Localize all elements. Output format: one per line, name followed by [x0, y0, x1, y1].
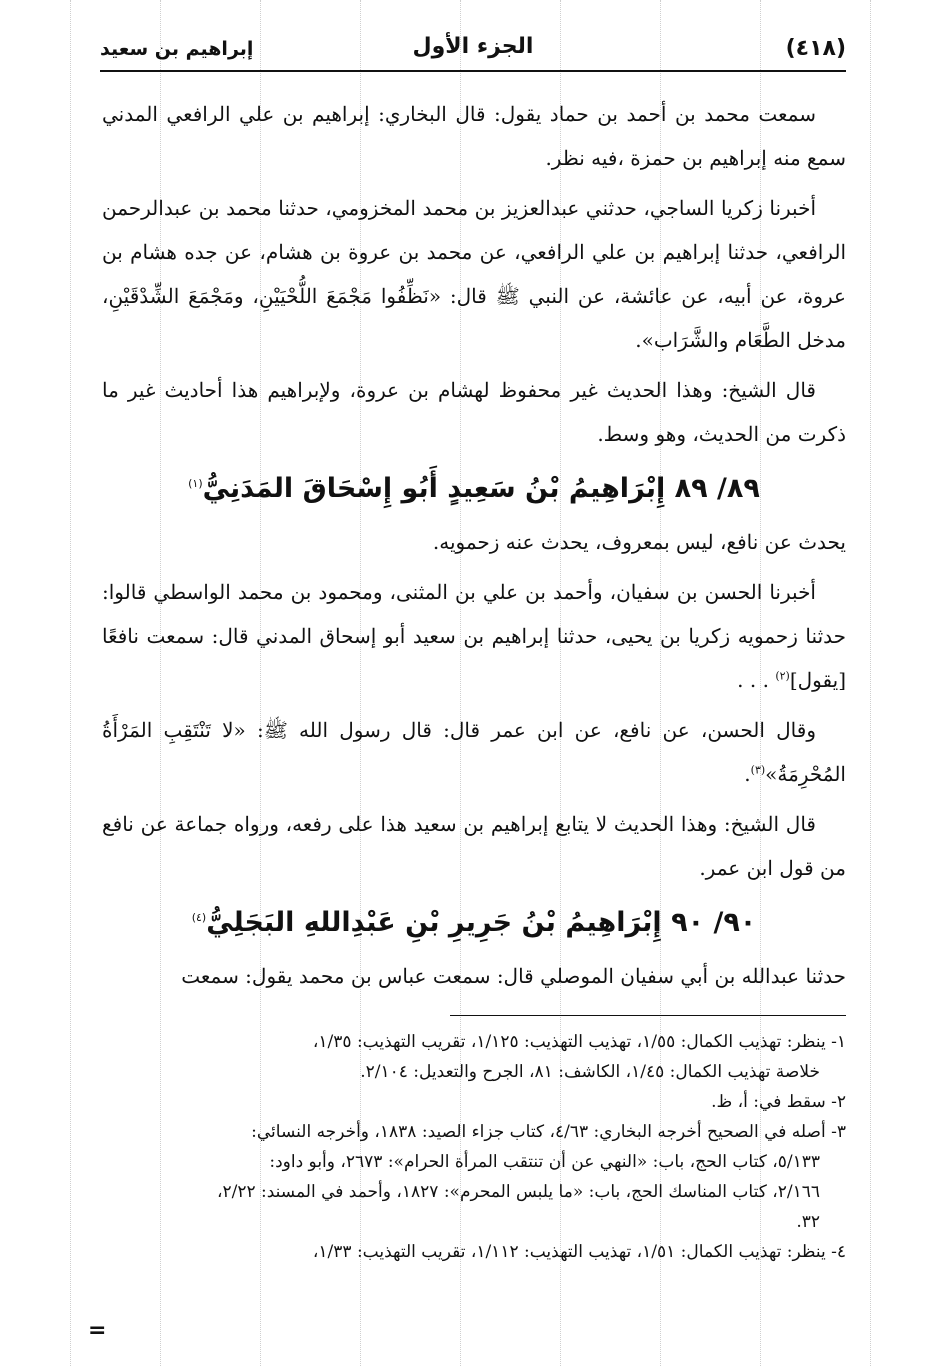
footnotes [98, 1027, 846, 1267]
grid-line [870, 0, 871, 1366]
heading-text: ٨٩/ ٨٩ إِبْرَاهِيمُ بْنُ سَعِيدٍ أَبُو إِسْحَاقَ المَدَنِيُّ [202, 473, 760, 504]
paragraph: سمعت محمد بن أحمد بن حماد يقول: قال البخاري: إبراهيم بن علي الرافعي المدني سمع منه إبراهيم بن حمزة ،فيه نظر. [102, 102, 846, 170]
footnote-ref: (٤) [191, 911, 207, 924]
header-rule [100, 70, 846, 72]
footnote: ٢- سقط في: أ، ظ. [711, 1092, 846, 1112]
footnote-line: خلاصة تهذيب الكمال: ١/٤٥، الكاشف: ٨١، الجرح والتعديل: ٢/١٠٤. [360, 1062, 820, 1082]
footnote-line: ٣٢. [796, 1212, 820, 1232]
paragraph-text: أخبرنا الحسن بن سفيان، وأحمد بن علي بن المثنى، ومحمود بن محمد الواسطي قالوا: حدثنا زحمويه زكريا بن يحيى، حدثنا إبراهيم بن سعيد أبو إسحاق المدني قال: سمعت نافعًا [يقول] [102, 580, 846, 692]
period: . [744, 762, 751, 786]
footnote [98, 1027, 846, 1087]
page-number: (٤١٨) [785, 36, 846, 61]
footnote-ref: (١) [188, 477, 203, 490]
paragraph: حدثنا عبدالله بن أبي سفيان الموصلي قال: سمعت عباس بن محمد يقول: سمعت [181, 964, 846, 988]
paragraph: أخبرنا زكريا الساجي، حدثني عبدالعزيز بن محمد المخزومي، حدثنا محمد بن عبدالرحمن الرافعي، حدثنا إبراهيم بن علي الرافعي، عن محمد بن عروة بن هشام، عن جده هشام بن عروة، عن أبيه، عن عائشة، عن النبي ﷺ قال: «نَظِّفُوا مَجْمَعَ اللُّحْيَيْنِ، ومَجْمَعَ الشِّدْقَيْنِ، مدخل الطَّعَام والشَّرَاب». [102, 196, 846, 352]
paragraph-text: وقال الحسن، عن نافع، عن ابن عمر قال: قال رسول الله ﷺ: «لا تَنْتَقِبِ المَرْأَةُ المُحْرِمَةُ» [102, 718, 846, 786]
grid-line [70, 0, 71, 1366]
paragraph: يحدث عن نافع، ليس بمعروف، يحدث عنه زحمويه. [432, 530, 846, 554]
paragraph [102, 708, 846, 796]
paragraph [102, 570, 846, 702]
footnote-ref: (٣) [750, 763, 766, 777]
footnote-line: ٣- أصله في الصحيح أخرجه البخاري: ٤/٦٣، كتاب جزاء الصيد: ١٨٣٨، وأخرجه النسائي: [251, 1122, 846, 1142]
entry-name: إبراهيم بن سعيد [100, 38, 254, 60]
page-header [100, 30, 846, 70]
paragraph: قال الشيخ: وهذا الحديث غير محفوظ لهشام بن عروة، ولإبراهيم هذا أحاديث غير ما ذكرت من الحديث، وهو وسط. [102, 378, 846, 446]
footnote-rule [450, 1015, 846, 1016]
running-title: الجزء الأول [412, 34, 534, 59]
footnote: ٤- ينظر: تهذيب الكمال: ١/٥١، تهذيب التهذيب: ١/١١٢، تقريب التهذيب: ١/٣٣، [312, 1242, 846, 1262]
paragraph: قال الشيخ: وهذا الحديث لا يتابع إبراهيم بن سعيد هذا على رفعه، ورواه جماعة عن نافع من قول ابن عمر. [102, 812, 846, 880]
entry-heading [102, 894, 846, 952]
heading-text: ٩٠/ ٩٠ إِبْرَاهِيمُ بْنُ جَرِيرِ بْنِ عَبْدِاللهِ البَجَلِيُّ [206, 907, 757, 938]
ellipsis: . . . [737, 668, 769, 692]
footnote-line: ٢/١٦٦، كتاب المناسك الحج، باب: «ما يلبس المحرم»: ١٨٢٧، وأحمد في المسند: ٢/٢٢، [216, 1182, 820, 1202]
footnote-line: ٥/١٣٣، كتاب الحج، باب: «النهي عن أن تنتقب المرأة الحرام»: ٢٦٧٣، وأبو داود: [269, 1152, 820, 1172]
footnote [98, 1117, 846, 1237]
main-text [102, 92, 846, 998]
footnote-line: ١- ينظر: تهذيب الكمال: ١/٥٥، تهذيب التهذيب: ١/١٢٥، تقريب التهذيب: ١/٣٥، [312, 1032, 846, 1052]
continuation-mark: = [88, 1318, 107, 1343]
footnote-ref: (٢) [775, 669, 790, 683]
entry-heading [102, 460, 846, 518]
